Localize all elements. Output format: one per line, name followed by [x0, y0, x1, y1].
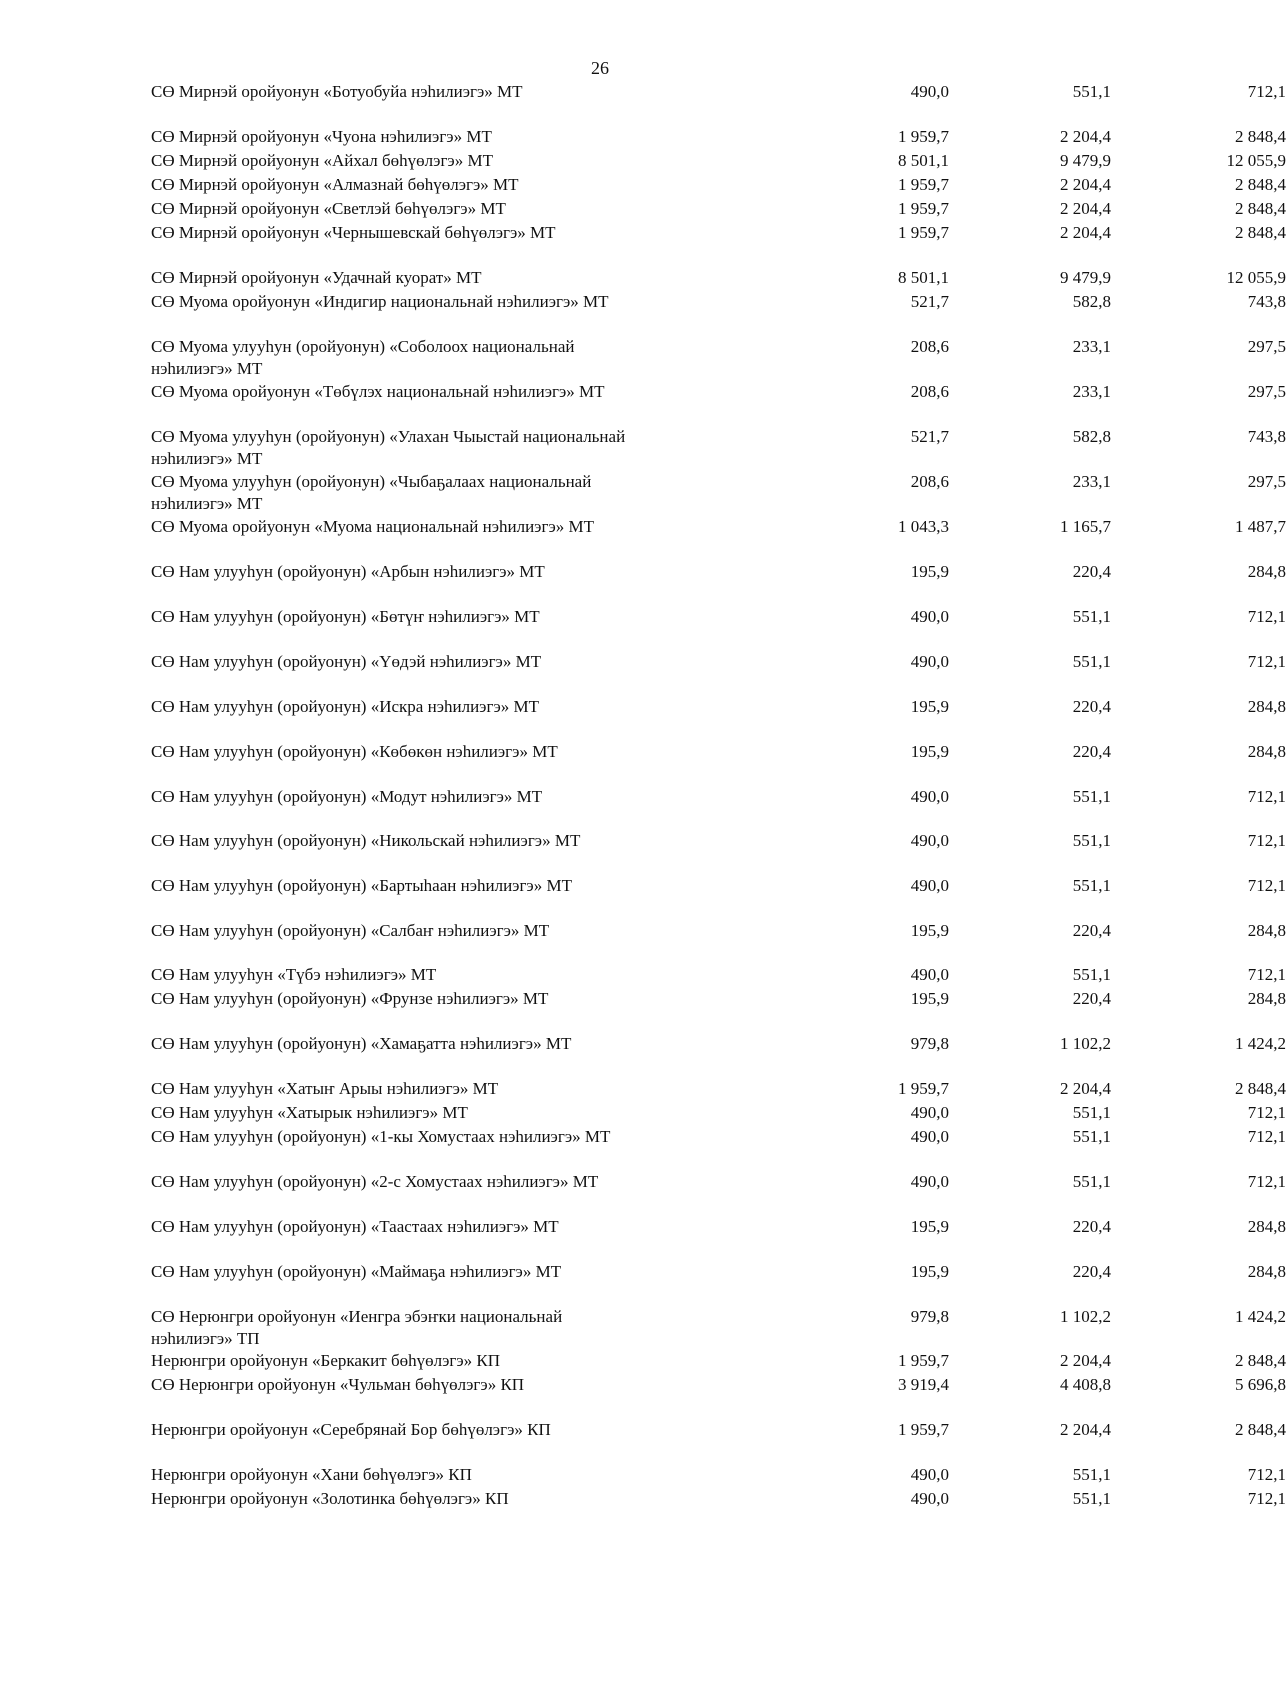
row-name: СӨ Муома оройуонун «Төбүлэх национальнай нэһилиэгэ» МТ — [151, 382, 605, 401]
row-name: СӨ Мирнэй оройуонун «Алмазнай бөһүөлэгэ» МТ — [151, 175, 519, 194]
value-col-3: 743,8 — [1247, 427, 1286, 446]
value-col-3: 297,5 — [1247, 472, 1286, 491]
row-name: СӨ Нам улууһун «Хатырык нэһилиэгэ» МТ — [151, 1103, 468, 1122]
row-name: СӨ Нерюнгри оройуонун «Иенгра эбэҥки национальнай нэһилиэгэ» ТП — [151, 1307, 563, 1348]
row-name: СӨ Нам улууһун (оройуонун) «1-кы Хомустаах нэһилиэгэ» МТ — [151, 1127, 611, 1146]
value-col-3: 284,8 — [1247, 742, 1286, 761]
row-name: СӨ Мирнэй оройуонун «Ботуобуйа нэһилиэгэ» МТ — [151, 82, 523, 101]
row-name: СӨ Нам улууһун (оройуонун) «Маймаҕа нэһилиэгэ» МТ — [151, 1262, 562, 1281]
value-col-1: 195,9 — [910, 1217, 949, 1236]
value-col-1: 1 959,7 — [898, 199, 949, 218]
row-name: СӨ Муома оройуонун «Индигир национальнай нэһилиэгэ» МТ — [151, 292, 609, 311]
value-col-1: 490,0 — [910, 831, 949, 850]
value-col-2: 551,1 — [1072, 82, 1111, 101]
row-name: Нерюнгри оройуонун «Золотинка бөһүөлэгэ» КП — [151, 1489, 509, 1508]
value-col-2: 551,1 — [1072, 876, 1111, 895]
value-col-1: 521,7 — [910, 292, 949, 311]
value-col-2: 9 479,9 — [1060, 268, 1111, 287]
value-col-3: 2 848,4 — [1235, 223, 1286, 242]
value-col-2: 551,1 — [1072, 787, 1111, 806]
value-col-3: 712,1 — [1247, 1465, 1286, 1484]
value-col-2: 220,4 — [1072, 742, 1111, 761]
value-col-1: 195,9 — [910, 921, 949, 940]
row-name: СӨ Муома улууһун (оройуонун) «Улахан Чыыстай национальнай нэһилиэгэ» МТ — [151, 427, 626, 468]
row-name: СӨ Нам улууһун (оройуонун) «Таастаах нэһилиэгэ» МТ — [151, 1217, 559, 1236]
value-col-3: 712,1 — [1247, 607, 1286, 626]
value-col-3: 2 848,4 — [1235, 127, 1286, 146]
value-col-3: 284,8 — [1247, 562, 1286, 581]
value-col-1: 195,9 — [910, 742, 949, 761]
value-col-3: 284,8 — [1247, 921, 1286, 940]
value-col-1: 979,8 — [910, 1034, 949, 1053]
value-col-2: 9 479,9 — [1060, 151, 1111, 170]
value-col-3: 284,8 — [1247, 1217, 1286, 1236]
value-col-1: 195,9 — [910, 1262, 949, 1281]
value-col-3: 1 424,2 — [1235, 1034, 1286, 1053]
row-name: СӨ Нерюнгри оройуонун «Чульман бөһүөлэгэ» КП — [151, 1375, 525, 1394]
value-col-3: 712,1 — [1247, 1489, 1286, 1508]
value-col-3: 712,1 — [1247, 787, 1286, 806]
value-col-1: 490,0 — [910, 82, 949, 101]
value-col-2: 582,8 — [1072, 427, 1111, 446]
row-name: СӨ Нам улууһун (оройуонун) «Бөтүҥ нэһилиэгэ» МТ — [151, 607, 540, 626]
value-col-1: 1 959,7 — [898, 127, 949, 146]
value-col-2: 233,1 — [1072, 337, 1111, 356]
value-col-3: 712,1 — [1247, 82, 1286, 101]
value-col-3: 284,8 — [1247, 989, 1286, 1008]
value-col-3: 1 424,2 — [1235, 1307, 1286, 1326]
row-name: СӨ Нам улууһун (оройуонун) «Модут нэһилиэгэ» МТ — [151, 787, 543, 806]
row-name: СӨ Нам улууһун «Хатыҥ Арыы нэһилиэгэ» МТ — [151, 1079, 499, 1098]
value-col-1: 521,7 — [910, 427, 949, 446]
value-col-1: 8 501,1 — [898, 268, 949, 287]
value-col-2: 2 204,4 — [1060, 127, 1111, 146]
value-col-3: 2 848,4 — [1235, 199, 1286, 218]
value-col-2: 551,1 — [1072, 1103, 1111, 1122]
value-col-1: 208,6 — [910, 337, 949, 356]
value-col-3: 2 848,4 — [1235, 175, 1286, 194]
value-col-3: 712,1 — [1247, 652, 1286, 671]
value-col-3: 284,8 — [1247, 697, 1286, 716]
value-col-1: 490,0 — [910, 1127, 949, 1146]
value-col-1: 490,0 — [910, 876, 949, 895]
value-col-2: 4 408,8 — [1060, 1375, 1111, 1394]
row-name: СӨ Нам улууһун (оройуонун) «2-с Хомустаах нэһилиэгэ» МТ — [151, 1172, 599, 1191]
value-col-1: 1 959,7 — [898, 1351, 949, 1370]
value-col-2: 220,4 — [1072, 1217, 1111, 1236]
value-col-1: 8 501,1 — [898, 151, 949, 170]
value-col-1: 490,0 — [910, 1172, 949, 1191]
row-name: СӨ Мирнэй оройуонун «Айхал бөһүөлэгэ» МТ — [151, 151, 493, 170]
value-col-1: 1 959,7 — [898, 175, 949, 194]
value-col-2: 1 102,2 — [1060, 1307, 1111, 1326]
value-col-2: 2 204,4 — [1060, 1351, 1111, 1370]
row-name: СӨ Нам улууһун (оройуонун) «Салбаҥ нэһилиэгэ» МТ — [151, 921, 550, 940]
value-col-2: 551,1 — [1072, 1172, 1111, 1191]
value-col-1: 195,9 — [910, 697, 949, 716]
value-col-3: 297,5 — [1247, 337, 1286, 356]
row-name: СӨ Муома оройуонун «Муома национальнай нэһилиэгэ» МТ — [151, 517, 594, 536]
value-col-3: 2 848,4 — [1235, 1079, 1286, 1098]
row-name: Нерюнгри оройуонун «Хани бөһүөлэгэ» КП — [151, 1465, 472, 1484]
value-col-1: 208,6 — [910, 382, 949, 401]
value-col-1: 490,0 — [910, 1103, 949, 1122]
value-col-3: 2 848,4 — [1235, 1351, 1286, 1370]
row-name: Нерюнгри оройуонун «Беркакит бөһүөлэгэ» КП — [151, 1351, 501, 1370]
value-col-1: 3 919,4 — [898, 1375, 949, 1394]
row-name: СӨ Муома улууһун (оройуонун) «Чыбаҕалаах национальнай нэһилиэгэ» МТ — [151, 472, 592, 513]
value-col-1: 490,0 — [910, 965, 949, 984]
row-name: СӨ Нам улууһун (оройуонун) «Көбөкөн нэһилиэгэ» МТ — [151, 742, 558, 761]
row-name: СӨ Нам улууһун (оройуонун) «Никольскай нэһилиэгэ» МТ — [151, 831, 581, 850]
value-col-2: 2 204,4 — [1060, 223, 1111, 242]
value-col-1: 208,6 — [910, 472, 949, 491]
value-col-3: 12 055,9 — [1226, 268, 1286, 287]
value-col-2: 2 204,4 — [1060, 175, 1111, 194]
value-col-2: 220,4 — [1072, 697, 1111, 716]
page-number: 26 — [591, 58, 609, 78]
value-col-2: 1 102,2 — [1060, 1034, 1111, 1053]
row-name: СӨ Нам улууһун (оройуонун) «Искра нэһилиэгэ» МТ — [151, 697, 539, 716]
row-name: СӨ Нам улууһун «Түбэ нэһилиэгэ» МТ — [151, 965, 437, 984]
value-col-2: 220,4 — [1072, 989, 1111, 1008]
value-col-2: 220,4 — [1072, 1262, 1111, 1281]
value-col-3: 712,1 — [1247, 965, 1286, 984]
value-col-2: 551,1 — [1072, 1465, 1111, 1484]
value-col-2: 233,1 — [1072, 382, 1111, 401]
row-name: СӨ Нам улууһун (оройуонун) «Бартыһаан нэһилиэгэ» МТ — [151, 876, 572, 895]
value-col-2: 551,1 — [1072, 831, 1111, 850]
value-col-2: 2 204,4 — [1060, 1420, 1111, 1439]
row-name: СӨ Нам улууһун (оройуонун) «Үөдэй нэһилиэгэ» МТ — [151, 652, 542, 671]
value-col-1: 195,9 — [910, 562, 949, 581]
value-col-3: 12 055,9 — [1226, 151, 1286, 170]
row-name: СӨ Нам улууһун (оройуонун) «Арбын нэһилиэгэ» МТ — [151, 562, 545, 581]
row-name: СӨ Муома улууһун (оройуонун) «Соболоох национальнай нэһилиэгэ» МТ — [151, 337, 575, 378]
value-col-3: 712,1 — [1247, 876, 1286, 895]
value-col-3: 1 487,7 — [1235, 517, 1286, 536]
value-col-2: 220,4 — [1072, 921, 1111, 940]
row-name: СӨ Мирнэй оройуонун «Удачнай куорат» МТ — [151, 268, 482, 287]
row-name: СӨ Нам улууһун (оройуонун) «Фрунзе нэһилиэгэ» МТ — [151, 989, 549, 1008]
value-col-1: 1 959,7 — [898, 1420, 949, 1439]
value-col-3: 712,1 — [1247, 1103, 1286, 1122]
value-col-3: 743,8 — [1247, 292, 1286, 311]
value-col-1: 490,0 — [910, 1465, 949, 1484]
value-col-1: 1 959,7 — [898, 223, 949, 242]
row-name: СӨ Мирнэй оройуонун «Светлэй бөһүөлэгэ» МТ — [151, 199, 506, 218]
value-col-2: 1 165,7 — [1060, 517, 1111, 536]
value-col-3: 297,5 — [1247, 382, 1286, 401]
value-col-3: 712,1 — [1247, 1127, 1286, 1146]
row-name: СӨ Мирнэй оройуонун «Чернышевскай бөһүөлэгэ» МТ — [151, 223, 556, 242]
value-col-2: 2 204,4 — [1060, 1079, 1111, 1098]
value-col-3: 5 696,8 — [1235, 1375, 1286, 1394]
value-col-1: 195,9 — [910, 989, 949, 1008]
value-col-2: 220,4 — [1072, 562, 1111, 581]
value-col-2: 582,8 — [1072, 292, 1111, 311]
row-name: СӨ Мирнэй оройуонун «Чуона нэһилиэгэ» МТ — [151, 127, 492, 146]
value-col-2: 233,1 — [1072, 472, 1111, 491]
row-name: СӨ Нам улууһун (оройуонун) «Хамаҕатта нэһилиэгэ» МТ — [151, 1034, 572, 1053]
value-col-1: 490,0 — [910, 1489, 949, 1508]
value-col-3: 2 848,4 — [1235, 1420, 1286, 1439]
value-col-2: 551,1 — [1072, 1489, 1111, 1508]
value-col-1: 490,0 — [910, 607, 949, 626]
value-col-1: 979,8 — [910, 1307, 949, 1326]
value-col-1: 1 959,7 — [898, 1079, 949, 1098]
value-col-2: 2 204,4 — [1060, 199, 1111, 218]
value-col-1: 490,0 — [910, 787, 949, 806]
value-col-1: 490,0 — [910, 652, 949, 671]
value-col-3: 712,1 — [1247, 831, 1286, 850]
value-col-3: 712,1 — [1247, 1172, 1286, 1191]
value-col-1: 1 043,3 — [898, 517, 949, 536]
value-col-2: 551,1 — [1072, 965, 1111, 984]
row-name: Нерюнгри оройуонун «Серебрянай Бор бөһүөлэгэ» КП — [151, 1420, 551, 1439]
value-col-2: 551,1 — [1072, 607, 1111, 626]
value-col-2: 551,1 — [1072, 652, 1111, 671]
value-col-3: 284,8 — [1247, 1262, 1286, 1281]
value-col-2: 551,1 — [1072, 1127, 1111, 1146]
